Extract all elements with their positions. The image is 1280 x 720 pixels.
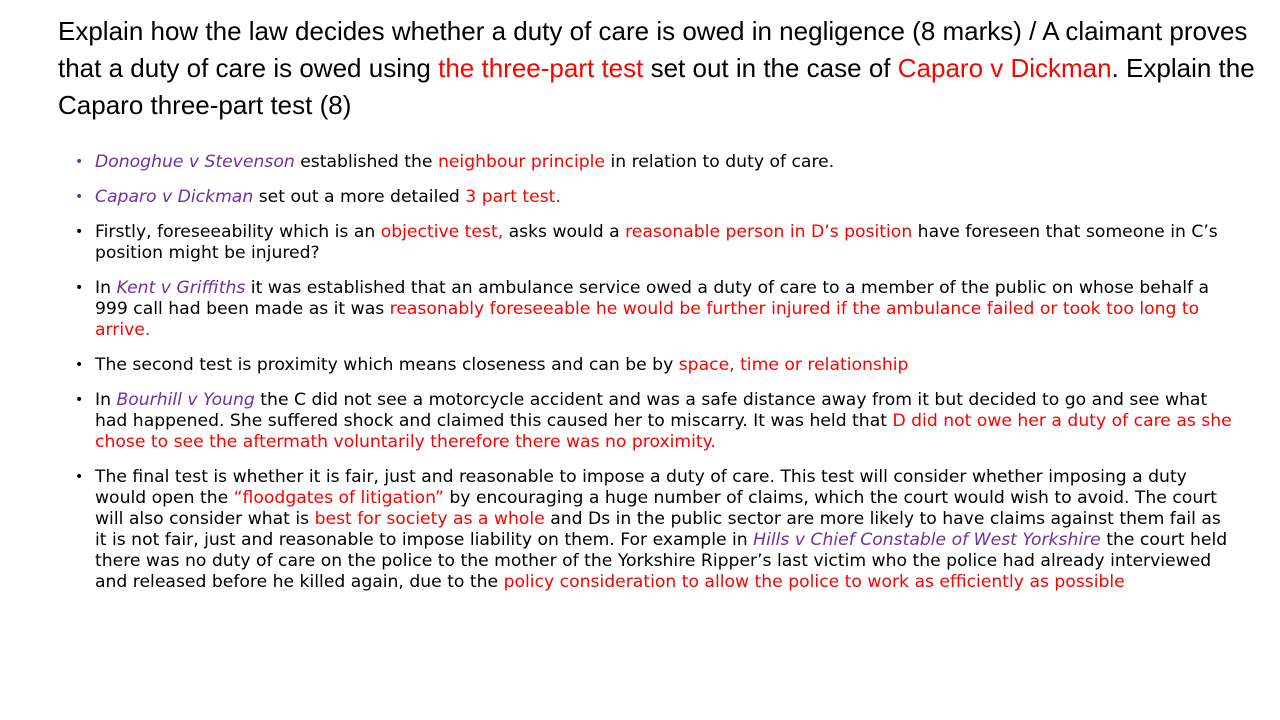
bullet-text: the court held there was no duty of care on the police to the mother of the Yorkshire Ripper’s last victim who the police had already interviewed and released before he killed again, due to the — [95, 530, 1228, 592]
highlight-text: reasonable person in D’s position — [625, 222, 913, 242]
bullet-icon: • — [75, 154, 84, 170]
slide-title — [58, 13, 1258, 124]
bullet-proximity — [75, 355, 1235, 376]
title-text: Explain how the law decides whether a duty of care is owed in negligence (8 marks) / A claimant proves that a duty of care is owed using — [58, 16, 1248, 83]
highlight-text: neighbour principle — [437, 152, 605, 172]
case-name: Kent v Griffiths — [116, 278, 246, 298]
bullet-icon: • — [75, 392, 84, 408]
case-name: Caparo v Dickman — [95, 187, 254, 207]
bullet-text: established the — [294, 152, 438, 172]
bullet-text: In — [95, 390, 117, 410]
bullet-text: The second test is proximity which means closeness and can be by — [95, 355, 679, 375]
bullet-icon: • — [75, 189, 84, 205]
bullet-text: in relation to duty of care. — [605, 152, 835, 172]
bullet-text: The final test is whether it is fair, just and reasonable to impose a duty of care. This test will consider whether imposing a duty would open the — [95, 467, 1187, 508]
bullet-text: Firstly, foreseeability which is an — [95, 222, 381, 242]
highlight-text: best for society as a whole — [314, 509, 545, 529]
bullet-text: set out a more detailed — [253, 187, 466, 207]
bullet-fair-just-reasonable — [75, 467, 1235, 593]
bullet-icon: • — [75, 280, 84, 296]
title-text: set out in the case of — [643, 53, 898, 83]
bullet-kent — [75, 278, 1235, 341]
highlight-text: objective test, — [380, 222, 504, 242]
bullet-icon: • — [75, 224, 84, 240]
case-name: Hills v Chief Constable of West Yorkshire — [753, 530, 1101, 550]
highlight-text: space, time or relationship — [678, 355, 909, 375]
highlight-text: 3 part test. — [465, 187, 561, 207]
bullet-text: by encouraging a huge number of claims, which the court would wish to avoid. The court will also consider what is — [95, 488, 1218, 529]
highlight-text: “floodgates of litigation” — [233, 488, 444, 508]
bullet-text: and Ds in the public sector are more likely to have claims against them fail as it is not fair, just and reasonable to impose liability on them. For example in — [95, 509, 1221, 550]
bullet-text: In — [95, 278, 117, 298]
title-highlight-case: Caparo v Dickman — [897, 53, 1112, 83]
bullet-donoghue — [75, 152, 1235, 173]
bullet-text: have foreseen that someone in C’s position might be injured? — [95, 222, 1218, 263]
case-name: Bourhill v Young — [116, 390, 255, 410]
title-highlight-test: the three-part test — [438, 53, 644, 83]
bullet-text: it was established that an ambulance service owed a duty of care to a member of the public on whose behalf a 999 call had been made as it was — [95, 278, 1210, 319]
case-name: Donoghue v Stevenson — [95, 152, 295, 172]
highlight-text: reasonably foreseeable he would be further injured if the ambulance failed or took too long to arrive. — [95, 299, 1200, 340]
bullet-text: asks would a — [503, 222, 626, 242]
highlight-text: policy consideration to allow the police to work as efficiently as possible — [503, 572, 1125, 592]
title-text: . Explain the Caparo three-part test (8) — [58, 53, 1255, 120]
bullet-icon: • — [75, 469, 84, 485]
bullet-text: the C did not see a motorcycle accident and was a safe distance away from it but decided to go and see what had happened. She suffered shock and claimed this caused her to miscarry. It was held that — [95, 390, 1208, 431]
highlight-text: D did not owe her a duty of care as she chose to see the aftermath voluntarily therefore there was no proximity. — [95, 411, 1232, 452]
bullet-list — [75, 152, 1235, 607]
bullet-icon: • — [75, 357, 84, 373]
bullet-foreseeability — [75, 222, 1235, 264]
bullet-caparo — [75, 187, 1235, 208]
bullet-bourhill — [75, 390, 1235, 453]
